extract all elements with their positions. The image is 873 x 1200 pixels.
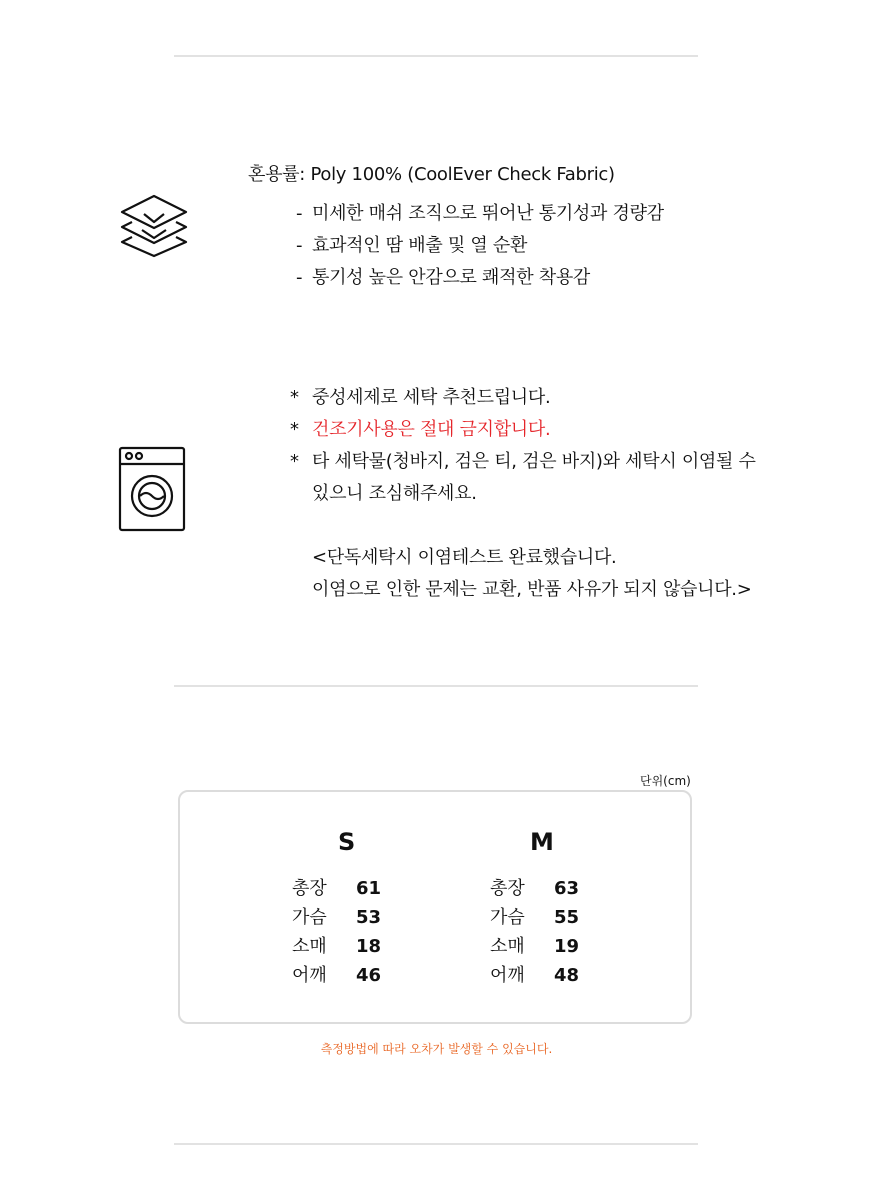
middle-divider (174, 685, 698, 687)
size-name: M (530, 828, 554, 856)
measurement-note: 측정방법에 따라 오차가 발생할 수 있습니다. (320, 1042, 553, 1056)
asterisk-icon: * (290, 419, 299, 440)
fabric-feature: - 효과적인 땀 배출 및 열 순환 (296, 230, 664, 262)
fabric-feature: - 통기성 높은 안감으로 쾌적한 착용감 (296, 262, 664, 294)
size-row: 총장 61 (292, 878, 382, 899)
washing-machine-icon (118, 446, 186, 532)
size-row: 가슴 53 (292, 907, 382, 928)
size-row: 소매 18 (292, 936, 382, 957)
size-row: 어깨 48 (490, 965, 580, 986)
size-row: 소매 19 (490, 936, 580, 957)
unit-label: 단위(cm) (640, 774, 691, 788)
fabric-feature-list (296, 198, 664, 294)
fabric-composition: 혼용률: Poly 100% (CoolEver Check Fabric) (248, 164, 615, 185)
size-name: S (338, 828, 356, 856)
care-item-warning: * 건조기사용은 절대 금지합니다. (290, 414, 792, 446)
dye-test-note: <단독세탁시 이염테스트 완료했습니다. 이염으로 인한 문제는 교환, 반품 사유가 되지 않습니다.> (312, 547, 752, 600)
asterisk-icon: * (290, 451, 299, 472)
size-row: 어깨 46 (292, 965, 382, 986)
care-item: * 중성세제로 세탁 추천드립니다. (290, 382, 792, 414)
care-item: * 타 세탁물(청바지, 검은 티, 검은 바지)와 세탁시 이염될 수 있으니 조심해주세요. (290, 446, 792, 510)
fabric-feature: - 미세한 매쉬 조직으로 뛰어난 통기성과 경량감 (296, 198, 664, 230)
size-chart-box (178, 790, 692, 1024)
fabric-layers-icon (118, 192, 190, 258)
asterisk-icon: * (290, 387, 299, 408)
size-row: 가슴 55 (490, 907, 580, 928)
bottom-divider (174, 1143, 698, 1145)
care-instruction-list (290, 382, 792, 510)
top-divider (174, 55, 698, 57)
size-row: 총장 63 (490, 878, 580, 899)
